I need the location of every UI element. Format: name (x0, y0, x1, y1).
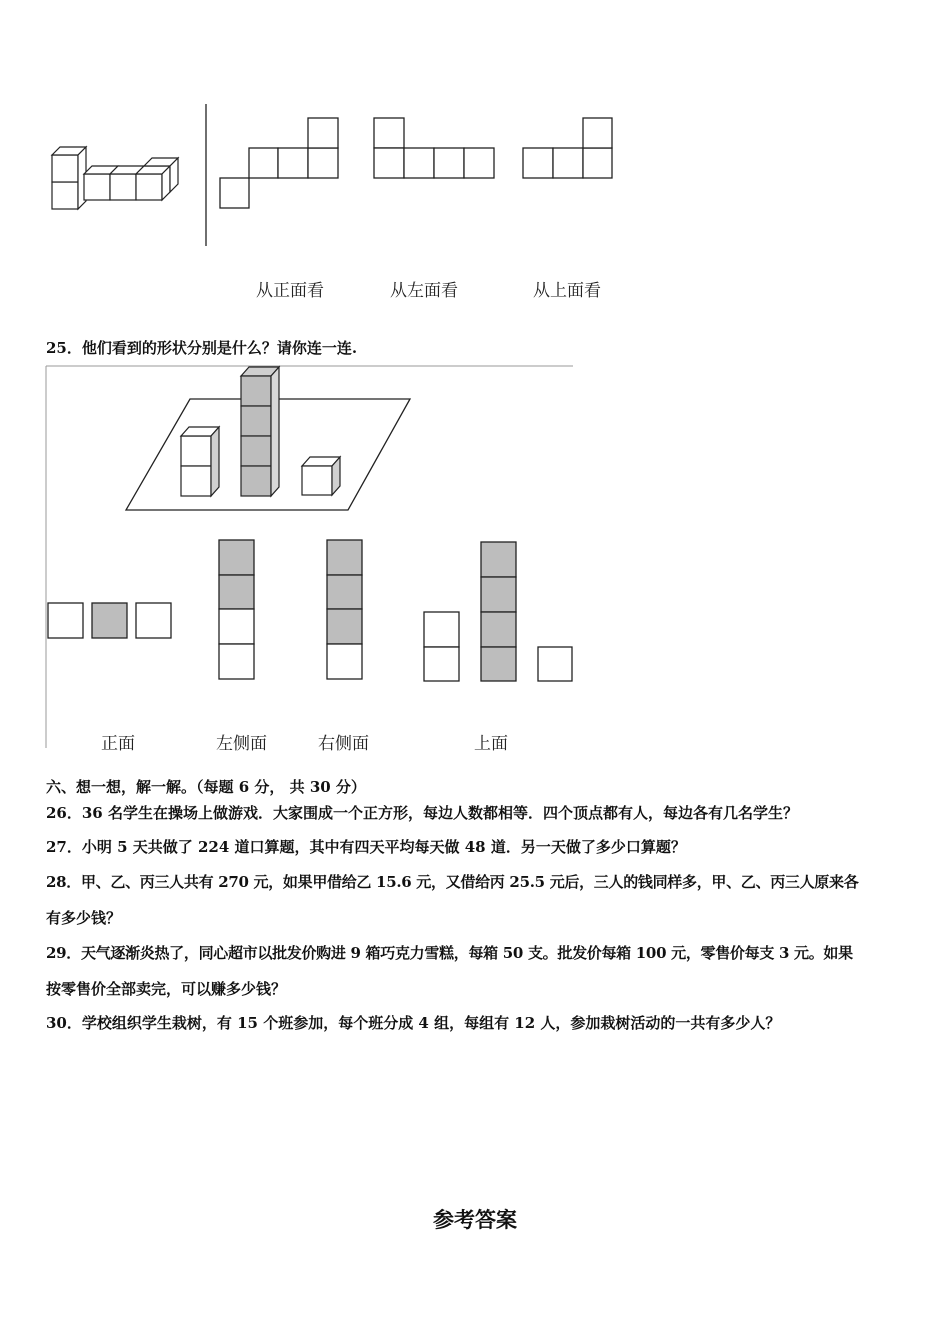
question-26: 26．36 名学生在操场上做游戏．大家围成一个正方形，每边人数都相等．四个顶点都有人，每边各有几名学生？ (46, 804, 798, 822)
answers-title: 参考答案 (433, 1208, 517, 1232)
caption-front: 正面 (101, 734, 135, 754)
caption-right-side: 右侧面 (318, 734, 369, 754)
cube-stack-drawing (52, 147, 178, 209)
question-25: 25．他们看到的形状分别是什么？请你连一连. (46, 339, 358, 357)
view-shape-2 (374, 118, 494, 178)
caption-top: 上面 (474, 734, 508, 754)
question-30: 30．学校组织学生栽树，有 15 个班参加，每个班分成 4 组，每组有 12 人，参加栽树活动的一共有多少人？ (46, 1014, 781, 1032)
figure-3d-cubes (0, 0, 950, 260)
question-29-line-2: 按零售价全部卖完，可以赚多少钱？ (46, 980, 287, 998)
option-shape-b (219, 540, 254, 679)
caption-top-view: 从上面看 (533, 281, 601, 301)
section-6-heading: 六、想一想，解一解。（每题 6 分， 共 30 分） (46, 778, 366, 796)
question-27: 27．小明 5 天共做了 224 道口算题，其中有四天平均每天做 48 道．另一天做了多少口算题？ (46, 838, 686, 856)
view-shape-1 (220, 118, 338, 208)
question-28-line-2: 有多少钱？ (46, 909, 122, 927)
figure-q25 (0, 360, 950, 760)
caption-front-view: 从正面看 (256, 281, 324, 301)
question-29-line-1: 29．天气逐渐炎热了，同心超市以批发价购进 9 箱巧克力雪糕，每箱 50 支。批发价每箱 100 元，零售价每支 3 元。如果 (46, 944, 853, 962)
question-28-line-1: 28．甲、乙、丙三人共有 270 元，如果甲借给乙 15.6 元，又借给丙 25.5 元后，三人的钱同样多，甲、乙、丙三人原来各 (46, 873, 859, 891)
caption-left-view: 从左面看 (390, 281, 458, 301)
option-shape-c (327, 540, 362, 679)
view-shape-3 (523, 118, 612, 178)
option-shape-d (424, 542, 572, 681)
option-shape-a (48, 603, 171, 638)
caption-left-side: 左侧面 (216, 734, 267, 754)
